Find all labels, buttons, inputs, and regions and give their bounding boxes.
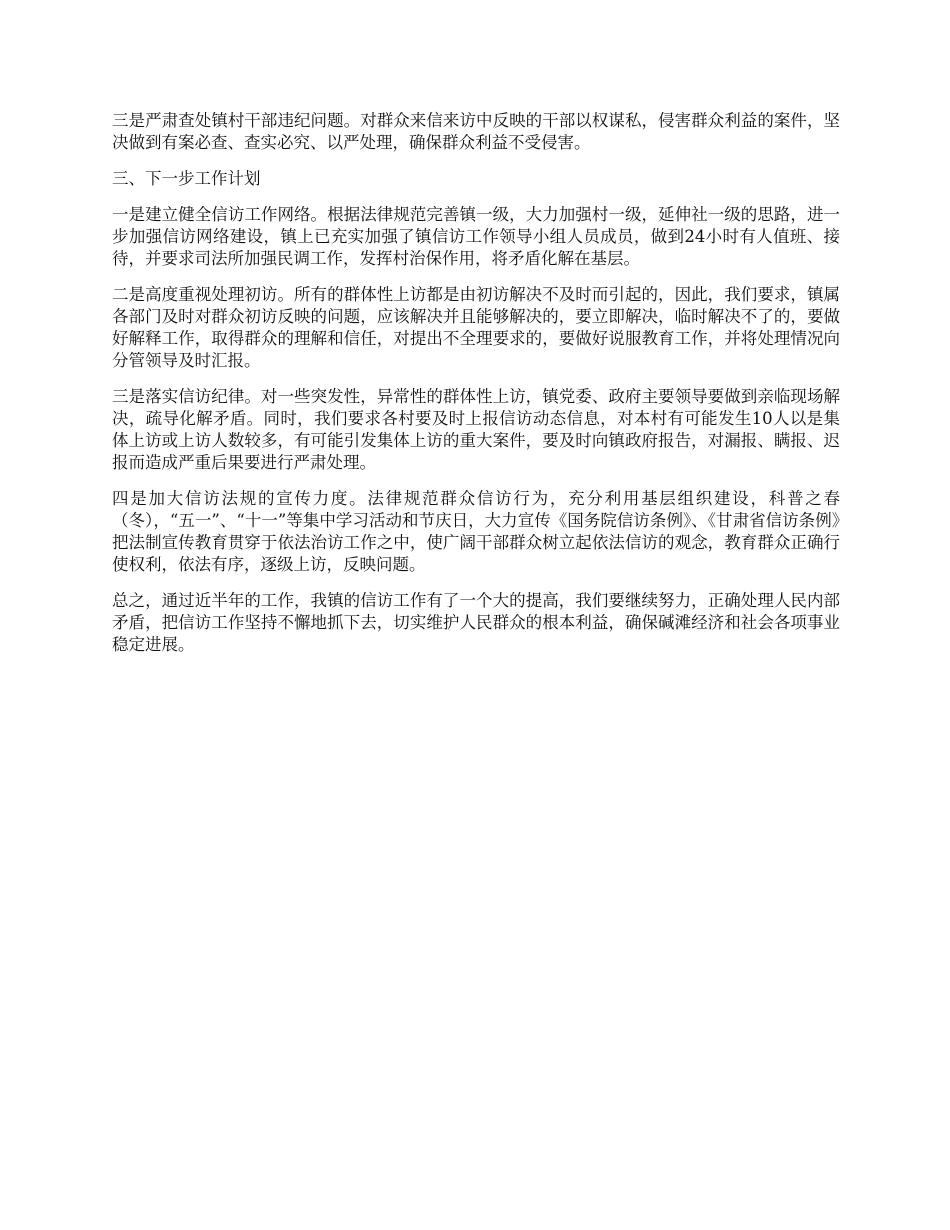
paragraph-conclusion: 总之，通过近半年的工作，我镇的信访工作有了一个大的提高，我们要继续努力，正确处理人民内部矛盾，把信访工作坚持不懈地抓下去，切实维护人民群众的根本利益，确保碱滩经济和社会各项事业稳定进展。 xyxy=(112,591,840,654)
paragraph-discipline: 三是落实信访纪律。对一些突发性，异常性的群体性上访，镇党委、政府主要领导要做到亲临现场解决，疏导化解矛盾。同时，我们要求各村要及时上报信访动态信息，对本村有可能发生10人以是集体上访或上访人数较多，有可能引发集体上访的重大案件，要及时向镇政府报告，对漏报、瞒报、迟报而造成严重后果要进行严肃处理。 xyxy=(112,387,840,472)
paragraph-network: 一是建立健全信访工作网络。根据法律规范完善镇一级，大力加强村一级，延伸社一级的思路，进一步加强信访网络建设，镇上已充实加强了镇信访工作领导小组人员成员，做到24小时有人值班、接待，并要求司法所加强民调工作，发挥村治保作用，将矛盾化解在基层。 xyxy=(112,205,840,268)
paragraph-initial-visits: 二是高度重视处理初访。所有的群体性上访都是由初访解决不及时而引起的，因此，我们要求，镇属各部门及时对群众初访反映的问题，应该解决并且能够解决的，要立即解决，临时解决不了的，要做好解释工作，取得群众的理解和信任，对提出不全理要求的，要做好说服教育工作，并将处理情况向分管领导及时汇报。 xyxy=(112,285,840,370)
section-heading-next-plan: 三、下一步工作计划 xyxy=(112,169,261,188)
paragraph-discipline-investigation: 三是严肃查处镇村干部违纪问题。对群众来信来访中反映的干部以权谋私，侵害群众利益的案件，坚决做到有案必查、查实必究、以严处理，确保群众利益不受侵害。 xyxy=(112,111,840,152)
paragraph-publicity: 四是加大信访法规的宣传力度。法律规范群众信访行为，充分利用基层组织建设，科普之春（冬），“五一”、“十一”等集中学习活动和节庆日，大力宣传《国务院信访条例》、《甘肃省信访条例》把法制宣传教育贯穿于依法治访工作之中，使广阔干部群众树立起依法信访的观念，教育群众正确行使权利，依法有序，逐级上访，反映问题。 xyxy=(112,489,840,574)
document-page xyxy=(112,110,840,670)
